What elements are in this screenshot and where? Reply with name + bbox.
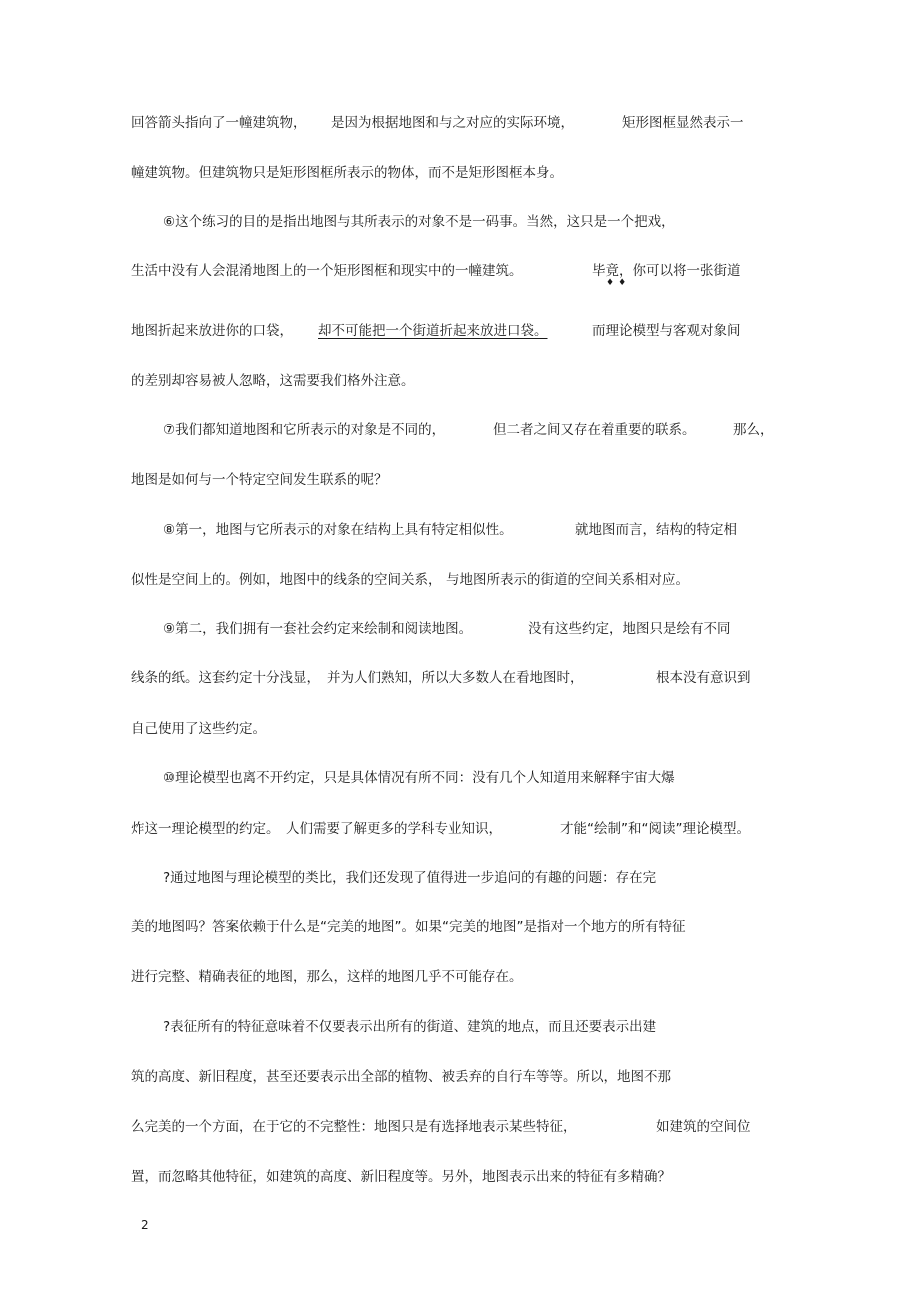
text-line: 筑的高度、新旧程度，甚至还要表示出全部的植物、被丢弃的自行车等等。所以，地图不那 bbox=[131, 1069, 671, 1085]
text-line: 人们需要了解更多的学科专业知识， bbox=[286, 821, 502, 837]
text-line: 生活中没有人会混淆地图上的一个矩形图框和现实中的一幢建筑。 bbox=[131, 263, 523, 279]
text-line: 但二者之间又存在着重要的联系。 bbox=[493, 422, 696, 438]
text-line: ⑨第二，我们拥有一套社会约定来绘制和阅读地图。 bbox=[163, 621, 473, 637]
text-line: 根本没有意识到 bbox=[656, 670, 751, 686]
text-line: 的差别却容易被人忽略，这需要我们格外注意。 bbox=[131, 373, 415, 389]
text-line: 与地图所表示的街道的空间关系相对应。 bbox=[446, 572, 689, 588]
text-line: 美的地图吗？答案依赖于什么是“完美的地图”。如果“完美的地图”是指对一个地方的所有特征 bbox=[131, 919, 686, 935]
text-line: ?表征所有的特征意味着不仅要表示出所有的街道、建筑的地点，而且还要表示出建 bbox=[163, 1019, 657, 1035]
text-line: 幢建筑物。但建筑物只是矩形图框所表示的物体，而不是矩形图框本身。 bbox=[131, 165, 563, 181]
text-line: ?通过地图与理论模型的类比，我们还发现了值得进一步追问的有趣的问题：存在完 bbox=[163, 870, 657, 886]
text-line: 是因为根据地图和与之对应的实际环境， bbox=[331, 115, 574, 131]
text-line: 才能“绘制”和“阅读”理论模型。 bbox=[560, 821, 750, 837]
text-line: ⑩理论模型也离不开约定，只是具体情况有所不同：没有几个人知道用来解释宇宙大爆 bbox=[163, 770, 675, 786]
text-line: 地图折起来放进你的口袋， bbox=[131, 323, 293, 339]
text-line: 如建筑的空间位 bbox=[656, 1119, 751, 1135]
text-line: 么完美的一个方面，在于它的不完整性：地图只是有选择地表示某些特征， bbox=[131, 1119, 577, 1135]
text-line: 那么， bbox=[733, 422, 774, 438]
text-line: 自己使用了这些约定。 bbox=[131, 721, 266, 737]
text-line: 炸这一理论模型的约定。 bbox=[131, 821, 280, 837]
text-line: ⑥这个练习的目的是指出地图与其所表示的对象不是一码事。当然，这只是一个把戏， bbox=[163, 214, 675, 230]
text-line: ⑧第一，地图与它所表示的对象在结构上具有特定相似性。 bbox=[163, 522, 513, 538]
text-line: 毕竟，你可以将一张街道 bbox=[592, 263, 741, 279]
text-line: 似性是空间上的。例如，地图中的线条的空间关系， bbox=[131, 572, 442, 588]
text-line: 没有这些约定，地图只是绘有不同 bbox=[528, 621, 731, 637]
underlined-text: 却不可能把一个街道折起来放进口袋。 bbox=[318, 323, 548, 339]
text-line: 矩形图框显然表示一 bbox=[622, 115, 744, 131]
text-line: 就地图而言，结构的特定相 bbox=[575, 522, 737, 538]
text-line: 而理论模型与客观对象间 bbox=[592, 323, 741, 339]
text-line: 置，而忽略其他特征，如建筑的高度、新旧程度等。另外，地图表示出来的特征有多精确？ bbox=[131, 1169, 671, 1185]
text-line: ⑦我们都知道地图和它所表示的对象是不同的， bbox=[163, 422, 446, 438]
emphasis-marks: ♦♦ bbox=[606, 278, 631, 288]
text-line: 回答箭头指向了一幢建筑物， bbox=[131, 115, 307, 131]
text-line: 进行完整、精确表征的地图，那么，这样的地图几乎不可能存在。 bbox=[131, 969, 523, 985]
text-line: 并为人们熟知，所以大多数人在看地图时， bbox=[327, 670, 584, 686]
text-line: 地图是如何与一个特定空间发生联系的呢？ bbox=[131, 472, 388, 488]
page-number: 2 bbox=[141, 1218, 149, 1232]
text-line: 线条的纸。这套约定十分浅显， bbox=[131, 670, 320, 686]
